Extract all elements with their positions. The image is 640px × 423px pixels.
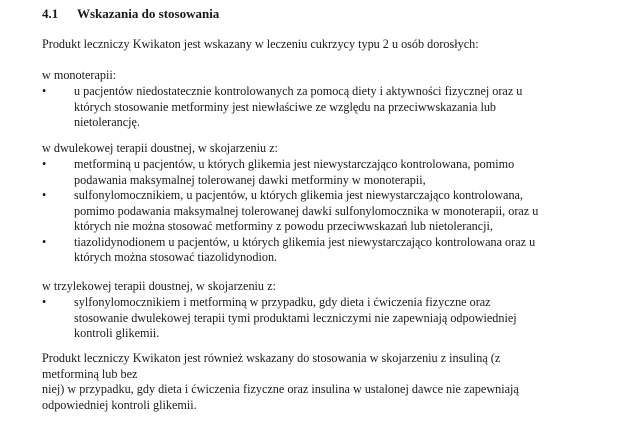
closing-line: niej) w przypadku, gdy dieta i ćwiczenia fizyczne oraz insulina w ustalonej dawce nie zapewniają [42,382,519,396]
list-item [42,235,538,266]
monotherapy-heading: w monoterapii: [42,68,117,82]
list-item-line: tiazolidynodionem u pacjentów, u których glikemia jest niewystarczająco kontrolowana oraz u [74,234,536,249]
list-item-line: których nie można stosować metforminy z powodu przeciwwskazań lub nietolerancji, [74,219,493,233]
list-item-line: stosowanie dwulekowej terapii tymi produktami leczniczymi nie zapewniają odpowiedniej [74,310,517,325]
closing-line: metforminą lub bez [42,366,138,381]
closing-paragraph [42,351,519,413]
bullet-icon: • [42,157,47,171]
triple-therapy-heading: w trzylekowej terapii doustnej, w skojarzeniu z: [42,279,276,293]
bullet-icon: • [42,295,47,309]
list-item-line: kontroli glikemii. [74,326,160,340]
list-item-line: metforminą u pacjentów, u których glikemia jest niewystarczająco kontrolowana, pomimo [74,157,515,171]
list-item-line: sylfonylomocznikiem i metforminą w przypadku, gdy dieta i ćwiczenia fizyczne oraz [74,295,491,309]
list-item-line: podawania maksymalnej tolerowanej dawki metforminy w monoterapii, [74,172,426,187]
list-item [42,188,538,235]
section-number: 4.1 [42,6,59,21]
list-item-line: których stosowanie metforminy jest niewłaściwe ze względu na przeciwwskazania lub [74,99,497,114]
list-item-line: u pacjentów niedostatecznie kontrolowanych za pomocą diety i aktywności fizycznej oraz u [74,84,523,98]
dual-therapy-heading: w dwulekowej terapii doustnej, w skojarzeniu z: [42,141,278,155]
intro-paragraph: Produkt leczniczy Kwikaton jest wskazany w leczeniu cukrzycy typu 2 u osób dorosłych: [42,37,479,51]
closing-line: odpowiedniej kontroli glikemii. [42,397,197,412]
list-item [42,84,522,131]
list-item-line: nietolerancję. [74,115,140,129]
dual-therapy-list [42,157,538,266]
monotherapy-list [42,84,522,131]
list-item-line: których można stosować tiazolidynodion. [74,250,278,264]
bullet-icon: • [42,234,47,249]
list-item [42,157,538,188]
closing-line: Produkt leczniczy Kwikaton jest również wskazany do stosowania w skojarzeniu z insuliną (z [42,351,501,365]
section-heading [42,6,219,22]
triple-therapy-list [42,295,517,342]
bullet-icon: • [42,188,47,202]
list-item-line: sulfonylomocznikiem, u pacjentów, u których glikemia jest niewystarczająco kontrolowana, [74,188,523,202]
list-item-line: pomimo podawania maksymalnej tolerowanej dawki sulfonylomocznika w monoterapii, oraz u [74,203,539,218]
list-item [42,295,517,342]
section-title: Wskazania do stosowania [77,6,220,21]
bullet-icon: • [42,84,47,98]
